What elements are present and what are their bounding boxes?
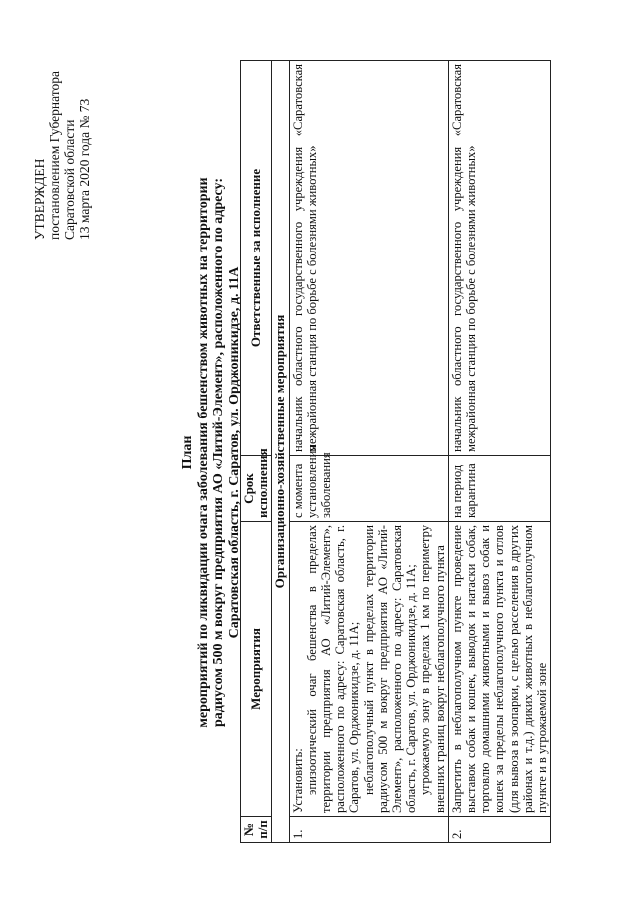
action-paragraph: эпизоотический очаг бешенства в пределах территории предприятия АО «Литий-Элемент», расположенного по адресу: Саратовская область, г. Саратов, ул. Орджоникидзе, д. 11А;	[304, 525, 362, 813]
row-action	[289, 522, 448, 817]
title-heading: План	[180, 435, 195, 470]
approval-line: УТВЕРЖДЕН	[32, 158, 47, 240]
header-num: № п/п	[241, 817, 272, 843]
title-line: радиусом 500 м вокруг предприятия АО «Литий-Элемент», расположенного по адресу:	[211, 177, 226, 728]
title-line: мероприятий по ликвидации очага заболевания бешенством животных на территории	[195, 177, 211, 728]
document-title	[180, 60, 242, 845]
header-term: Срок исполнения	[241, 456, 272, 522]
title-line: Саратовская область, г. Саратов, ул. Орджоникидзе, д. 11А	[226, 266, 242, 639]
header-action: Мероприятия	[241, 522, 272, 817]
row-responsible: начальник областного государственного учреждения «Саратовская межрайонная станция по борьбе с болезнями животных»	[448, 61, 550, 456]
section-row	[272, 61, 289, 843]
plan-table	[240, 60, 551, 843]
approval-line: постановлением Губернатора	[47, 71, 62, 240]
row-responsible: начальник областного государственного учреждения «Саратовская межрайонная станция по борьбе с болезнями животных»	[289, 61, 448, 456]
approval-line: 13 марта 2020 года № 73	[77, 98, 92, 240]
row-term: на период карантина	[448, 456, 550, 522]
row-num: 2.	[448, 817, 550, 843]
action-paragraph: неблагополучный пункт в пределах территории радиусом 500 м вокруг предприятия АО «Литий-Элемент», расположенного по адресу: Саратовская область, г. Саратов, ул. Орджоникидзе, д. 11А;	[361, 525, 419, 813]
table-row	[448, 61, 550, 843]
row-action: Запретить в неблагополучном пункте проведение выставок собак и кошек, выводок и натаски собак, торговлю домашними животными и вывоз собак и кошек за пределы неблагополучного пункта и отлов (для вывоза в зоопарки, с целью расселения в других районах и т.д.) диких животных в неблагополучном пункте и в угрожаемой зоне	[448, 522, 550, 817]
table-row	[289, 61, 448, 843]
row-num: 1.	[289, 817, 448, 843]
header-responsible: Ответственные за исполнение	[241, 61, 272, 456]
table-header-row	[241, 61, 272, 843]
approval-line: Саратовской области	[62, 119, 77, 240]
approval-block	[32, 40, 92, 240]
action-paragraph: Установить:	[290, 748, 305, 813]
row-term: с момента установления заболевания	[289, 456, 448, 522]
action-paragraph: угрожаемую зону в пределах 1 км по периметру внешних границ вокруг неблагополучного пункта	[418, 525, 447, 813]
section-title: Организационно-хозяйственные мероприятия	[272, 61, 289, 843]
